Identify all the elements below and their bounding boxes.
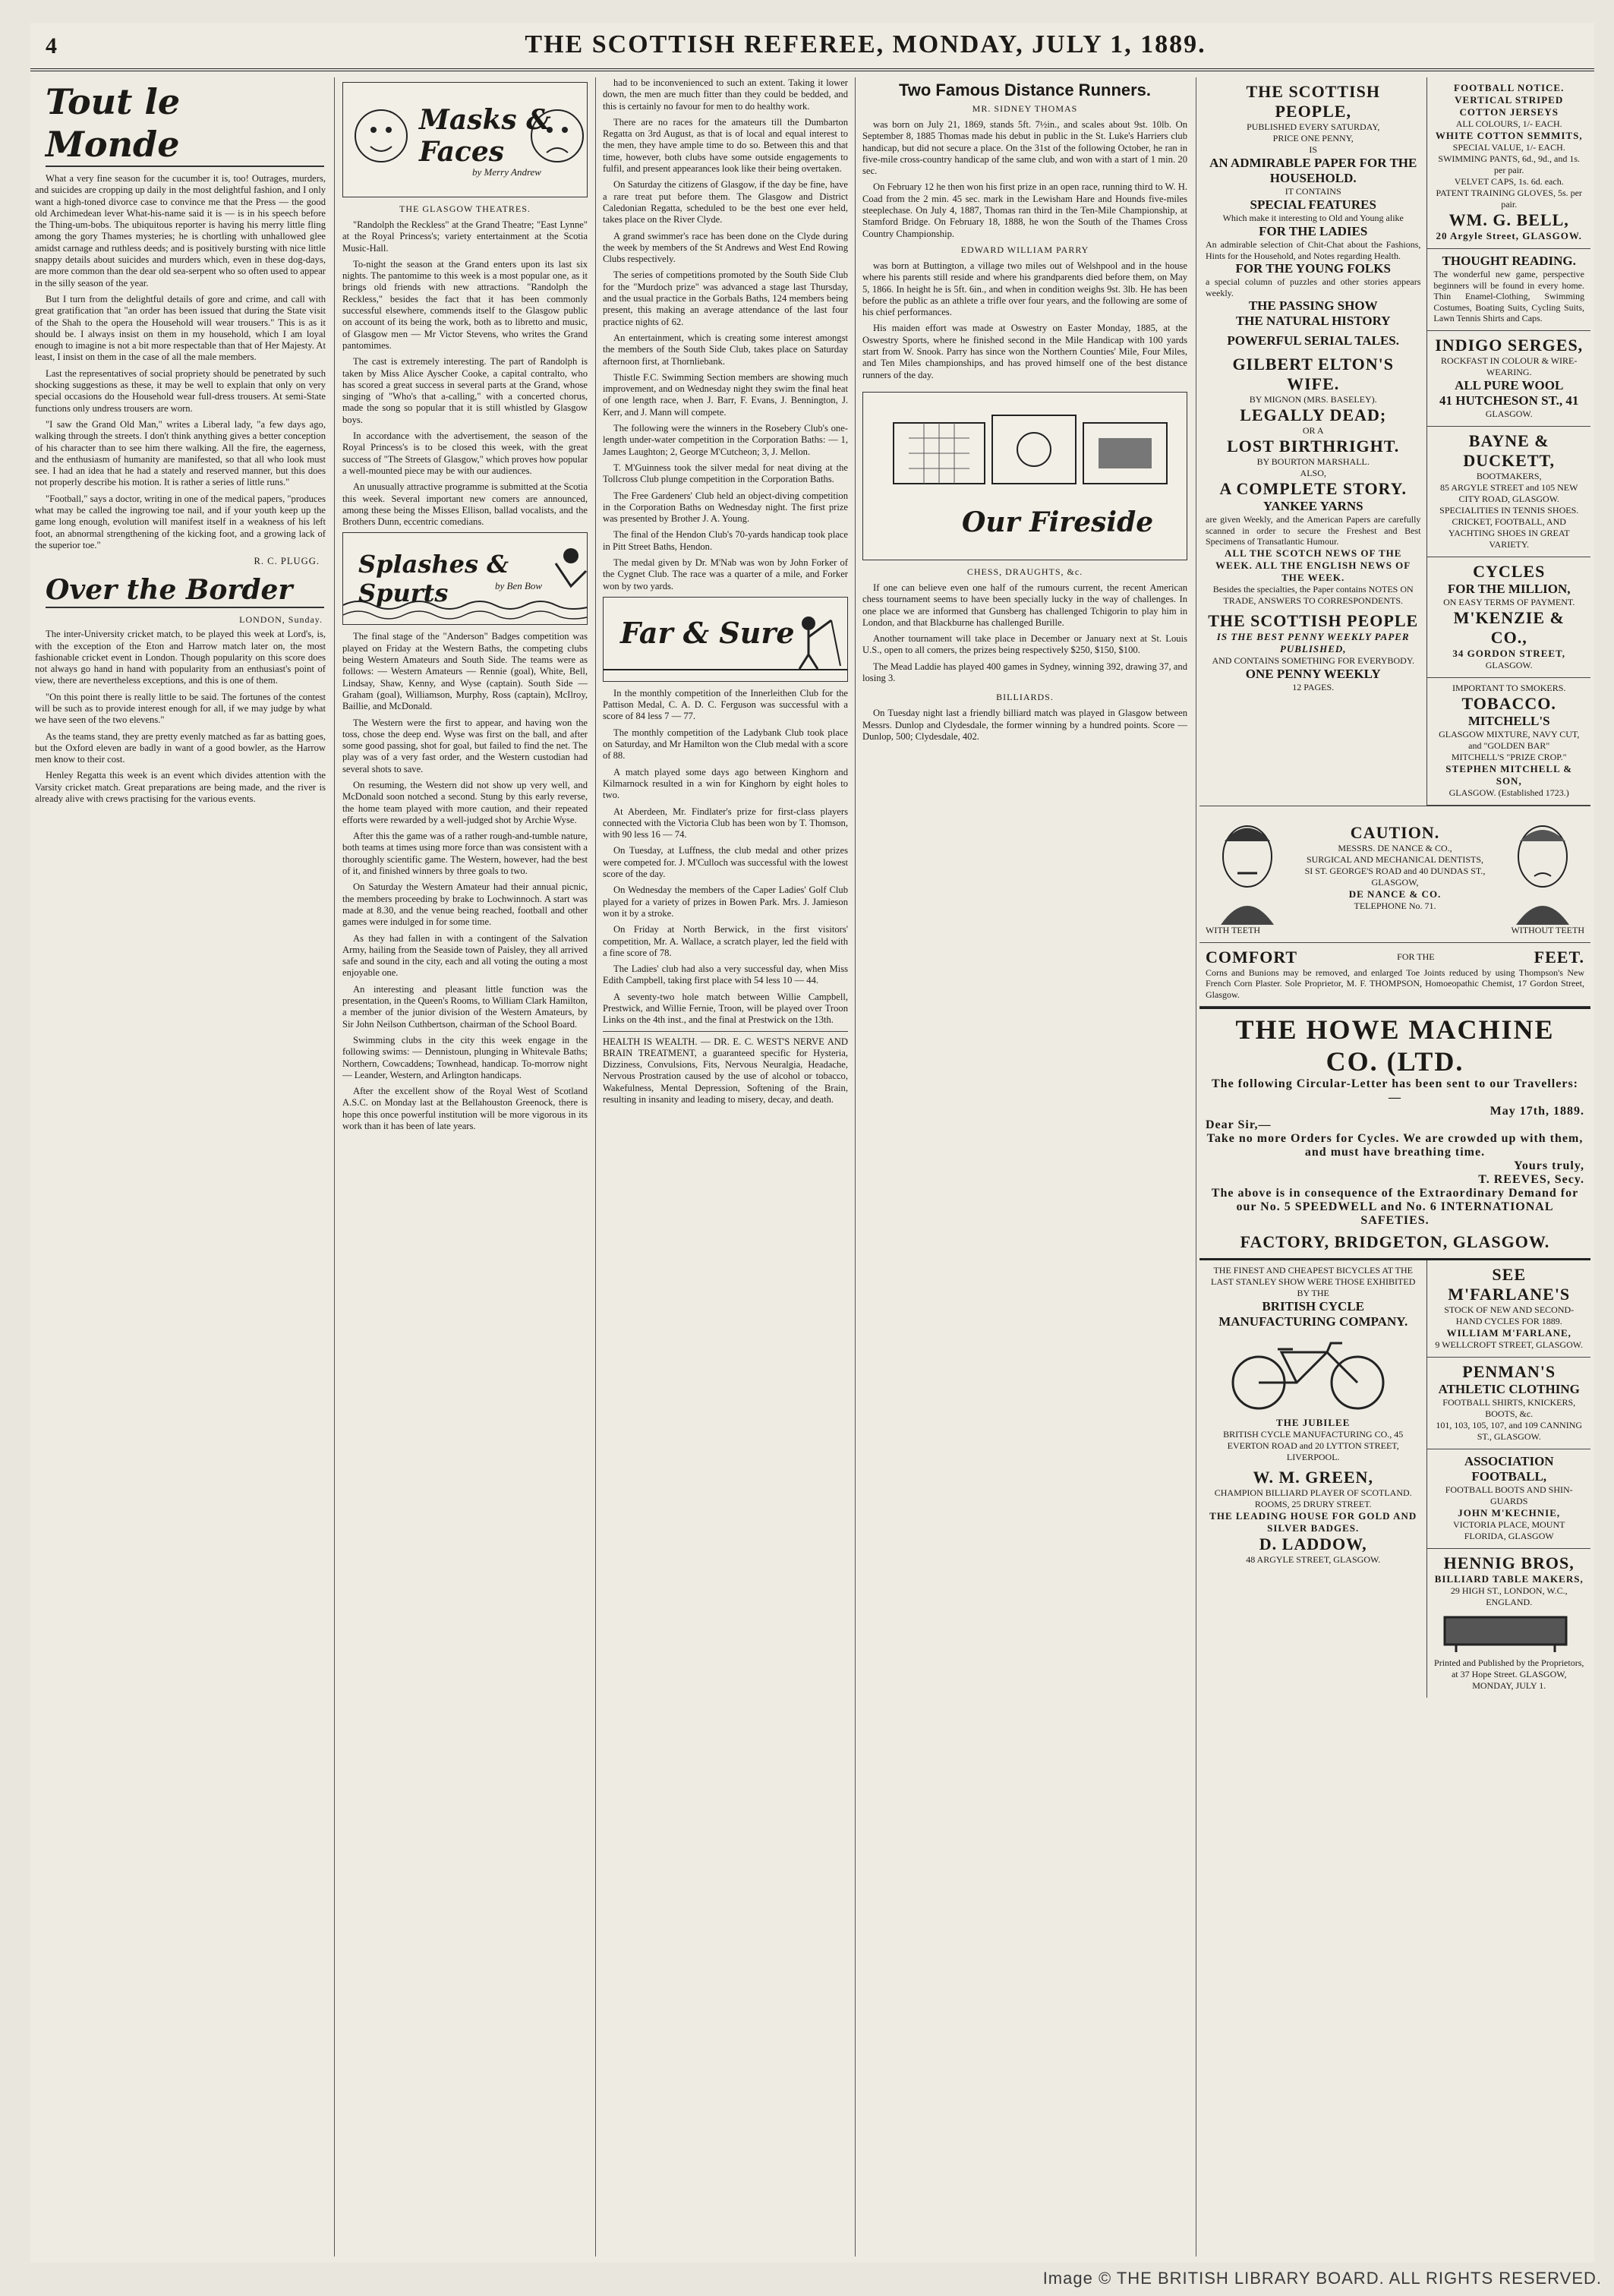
- ad-line: The following Circular-Letter has been sent to our Travellers:—: [1212, 1077, 1578, 1104]
- ad-line: FOOTBALL NOTICE.: [1454, 82, 1565, 93]
- ad-line: THE FINEST AND CHEAPEST BICYCLES AT THE LAST STANLEY SHOW WERE THOSE EXHIBITED BY THE: [1211, 1265, 1416, 1298]
- article-paragraph: After the excellent show of the Royal West of Scotland A.S.C. on Monday last at the Bellahouston Greenock, there is hope this once powerful institution will be more vigorous in its work than it has been of late years.: [342, 1086, 588, 1131]
- masthead-title: THE SCOTTISH REFEREE, MONDAY, JULY 1, 1889.: [525, 30, 1206, 58]
- ad-line: 12 PAGES.: [1292, 681, 1335, 692]
- article-paragraph: was born on July 21, 1869, stands 5ft. 7½in., and scales about 9st. 10lb. On September 8, 1885 Thomas made his debut in public in the St. Luke's Harriers club handicap, but did not secure a place. On the 31st of the following October, he ran in five-mile cross-country handicap of the same club, and won with a start of 1 min. 20 sec.: [862, 119, 1187, 177]
- ad-line: CAUTION.: [1350, 823, 1440, 842]
- ad-line: GLASGOW.: [1485, 659, 1533, 670]
- ad-hennig-bros: [1427, 1549, 1590, 1698]
- sub-heading: THE GLASGOW THEATRES.: [399, 203, 531, 214]
- caption: WITHOUT TEETH: [1511, 924, 1584, 935]
- ad-british-cycle: [1199, 1260, 1427, 1698]
- article-paragraph: On Wednesday the members of the Caper Ladies' Golf Club played for a variety of prizes in Bowen Park. Mrs. J. Jamieson won it by a stroke.: [603, 885, 848, 919]
- ad-line: Yours truly,: [1514, 1159, 1584, 1172]
- article-paragraph: The final stage of the "Anderson" Badges competition was played on Friday at the Western Baths, the competing clubs being Western Amateurs and South Side. The teams were as follows: — Western Amateurs — Rennie (goal), White, Bell, Lindsay, Shaw, Kenny, and Wyse (captain). South Side — Graham (goal), Williamson, Murphy, Ross (captain), McIlroy, Baillie, and McDonald.: [342, 631, 588, 712]
- banner-title: Masks & Faces: [419, 104, 551, 168]
- article-paragraph: On Tuesday night last a friendly billiard match was played in Glasgow between Messrs. Dunlop and Clydesdale, the former winning by a hundred points. Score — Dunlop, 500; Clydesdale, 402.: [862, 708, 1187, 742]
- ad-line: BOOTMAKERS,: [1476, 470, 1542, 481]
- article-paragraph: Last the representatives of social propriety should be penetrated by such shocking suggestions as these, it may be well to explain that only on very special occasions do the Household wear full-dress trousers. At semi-State functions only undress trousers are worn.: [35, 367, 326, 414]
- column-1: [30, 77, 330, 2257]
- article-paragraph: A seventy-two hole match between Willie Campbell, Prestwick, and Willie Fernie, Troon, will be played over Troon Links on the 4th inst., and the final at Prestwick on the 13th.: [603, 991, 848, 1026]
- ad-line: ROCKFAST IN COLOUR & WIRE-WEARING.: [1441, 355, 1578, 377]
- article-paragraph: On February 12 he then won his first prize in an open race, running third to W. H. Coad from the 2 min. 45 sec. mark in the Lewisham Hare and Hounds five-miles steeplechase. On July 4, 1887, Thomas ran third in the Ten-Mile Championship, at Stamford Bridge. On February 18, 1888, he won the South of the Thames Cross Country Championship.: [862, 181, 1187, 239]
- ad-line: ALL COLOURS, 1/- EACH.: [1455, 118, 1562, 129]
- ad-line: IS THE BEST PENNY WEEKLY PAPER PUBLISHED,: [1216, 630, 1410, 654]
- ad-line: STEPHEN MITCHELL & SON,: [1445, 762, 1573, 787]
- ad-line: W. M. GREEN,: [1253, 1468, 1373, 1487]
- sub-heading: EDWARD WILLIAM PARRY: [960, 244, 1089, 255]
- article-paragraph: There are no races for the amateurs till the Dumbarton Regatta on 3rd August, as that is of local and equal interest to the men, they have ample time to do so. Between this and that time, however, both clubs have some outside engagements to fulfil, and present appearances look like their being overtaken.: [603, 116, 848, 175]
- article-paragraph: Thistle F.C. Swimming Section members are showing much improvement, and on Wednesday night they swim the final heat of one length race, when J. Barr, F. Evans, J. Bennington, J. Kerr, and J. Mann will compete.: [603, 371, 848, 418]
- ad-line: JOHN M'KECHNIE,: [1458, 1507, 1561, 1519]
- ad-line: FOR THE YOUNG FOLKS: [1235, 261, 1391, 276]
- ad-line: MITCHELL'S "PRIZE CROP.": [1451, 751, 1567, 762]
- banner-title: Splashes & Spurts: [358, 550, 509, 608]
- ad-line: Printed and Published by the Proprietors, at 37 Hope Street. GLASGOW, MONDAY, JULY 1.: [1434, 1657, 1584, 1691]
- column-rule: [595, 77, 596, 2257]
- column-rule: [334, 77, 335, 2257]
- sub-heading: MR. SIDNEY THOMAS: [972, 103, 1078, 114]
- ad-line: VICTORIA PLACE, MOUNT FLORIDA, GLASGOW: [1452, 1519, 1565, 1541]
- ad-line: Which make it interesting to Old and Young alike: [1222, 213, 1404, 223]
- article-heading: Two Famous Distance Runners.: [898, 80, 1152, 99]
- ad-line: CRICKET, FOOTBALL, AND YACHTING SHOES IN GREAT VARIETY.: [1448, 516, 1570, 550]
- ad-line: GLASGOW.: [1485, 408, 1533, 419]
- banner-byline: by Merry Andrew: [472, 166, 541, 178]
- ad-line: IT CONTAINS: [1285, 186, 1341, 197]
- ad-line: POWERFUL SERIAL TALES.: [1227, 333, 1399, 348]
- ad-line: ATHLETIC CLOTHING: [1438, 1382, 1580, 1396]
- ad-line: OR A: [1302, 425, 1324, 436]
- article-paragraph: An entertainment, which is creating some interest amongst the members of the South Side Club, takes place on Saturday afternoon first, at Thornliebank.: [603, 332, 848, 367]
- ad-line: HENNIG BROS,: [1443, 1553, 1575, 1572]
- article-paragraph: If one can believe even one half of the rumours current, the recent American chess tournament seems to have been specially lucky in the way of challenges. In one place we are informed that Gunsberg has challenged Tchigorin to play him in London, and that Blackburne has challenged Burille.: [862, 582, 1187, 628]
- ad-line: THE NATURAL HISTORY: [1235, 314, 1391, 328]
- ad-caution-dentists: [1199, 806, 1590, 943]
- banner-splashes-and-spurts: [342, 532, 588, 625]
- ad-line: ALSO,: [1300, 468, 1326, 478]
- ad-line: SWIMMING PANTS, 6d., 9d., and 1s. per pair.: [1438, 153, 1580, 175]
- ad-line: a special column of puzzles and other stories appears weekly.: [1206, 276, 1421, 298]
- ad-tobacco-mitchell: [1427, 678, 1590, 806]
- ad-line: MESSRS. DE NANCE & CO.,: [1338, 843, 1452, 853]
- page-number: 4: [46, 33, 57, 58]
- banner-masks-and-faces: [342, 82, 588, 197]
- article-paragraph: The series of competitions promoted by the South Side Club for the "Murdoch prize" was advanced a stage last Thursday, and the usual practice in the Gorbals Baths, 124 members being present, this making an average attendance of the last four practice nights of 62.: [603, 270, 848, 327]
- ad-line: THOUGHT READING.: [1442, 254, 1576, 268]
- article-paragraph: The monthly competition of the Ladybank Club took place on Saturday, and Mr Hamilton won the Club medal with a score of 88.: [603, 727, 848, 762]
- ad-line: Take no more Orders for Cycles. We are crowded up with them, and must have breathing time.: [1206, 1132, 1584, 1159]
- article-paragraph: An unusually attractive programme is submitted at the Scotia this week. Several important new comers are announced, among these being the Misses Ellison, ballad vocalists, and the Brothers Dunn, eccentric comedians.: [342, 481, 588, 528]
- ad-title: THE SCOTTISH PEOPLE,: [1246, 82, 1380, 121]
- article-paragraph: The inter-University cricket match, to be played this week at Lord's, is, with the exception of the Eton and Harrow match later on, the most fashionable cricket event in London. Though popularity on this score does not always go hand in hand with popularity from an enthusiast's point of view, there are nevertheless exceptions, and this is one of them.: [35, 629, 326, 686]
- ad-line: The above is in consequence of the Extraordinary Demand for our No. 5 SPEEDWELL and No. 6 INTERNATIONAL SAFETIES.: [1211, 1187, 1579, 1227]
- ad-indigo-serges: [1427, 331, 1590, 427]
- article-paragraph: On Friday at North Berwick, in the first visitors' competition, Mr. A. Wallace, a scratch player, led the field with a fine score of 78.: [603, 924, 848, 958]
- article-paragraph: The Mead Laddie has played 400 games in Sydney, winning 392, drawing 37, and losing 3.: [862, 661, 1187, 684]
- article-paragraph: "I saw the Grand Old Man," writes a Liberal lady, "a few days ago, walking through the streets. I don't think anything gives a better conception of his character than to see him there walking. All the fire, the eagerness, and the enthusiasm of humanity are manifested, so that all who look must see. I had an idea that he had a stately and reserved manner, but this does not properly describe his motion. It is rather a series of little runs.": [35, 418, 326, 488]
- ad-line: BILLIARD TABLE MAKERS,: [1434, 1573, 1584, 1585]
- article-paragraph: The cast is extremely interesting. The part of Randolph is taken by Miss Alice Ayscher Cooke, a capital contralto, who has scored a great success in several parts at the Grand, whose singing of "Who's that a-calling," with a concerted chorus, made the song so popular that it is still whistled by Glasgow boys.: [342, 356, 588, 425]
- ad-line: 34 GORDON STREET,: [1452, 647, 1565, 659]
- ad-thought-reading: [1427, 249, 1590, 331]
- article-paragraph: In accordance with the advertisement, the season of the Royal Princess's is to be closed this week, with the great success of "The Streets of Glasgow," which proves how popular a well-mounted piece may be with our audiences.: [342, 430, 588, 476]
- portrait-without-teeth: [1501, 811, 1584, 925]
- ad-penman: [1427, 1358, 1590, 1449]
- ad-line: PUBLISHED EVERY SATURDAY,: [1247, 121, 1380, 132]
- article-paragraph: "Randolph the Reckless" at the Grand Theatre; "East Lynne" at the Royal Princess's; variety entertainment at the Scotia Music-Hall.: [342, 219, 588, 254]
- ad-line: Besides the specialties, the Paper contains NOTES ON TRADE, ANSWERS TO CORRESPONDENTS.: [1212, 583, 1414, 606]
- article-paragraph: At Aberdeen, Mr. Findlater's prize for first-class players connected with the Victoria Club has been won by T. Thomson, with 90 less 16 — 74.: [603, 806, 848, 840]
- ad-line: ON EASY TERMS OF PAYMENT.: [1443, 596, 1575, 607]
- ad-wm-bell: [1427, 77, 1590, 249]
- ad-line: SEE M'FARLANE'S: [1448, 1265, 1571, 1304]
- banner-byline: by Ben Bow: [495, 580, 543, 592]
- ad-line: WHITE COTTON SEMMITS,: [1435, 130, 1583, 141]
- ad-line: TOBACCO.: [1461, 693, 1556, 713]
- column-4: [858, 77, 1192, 2257]
- ad-line: VELVET CAPS, 1s. 6d. each.: [1454, 176, 1564, 187]
- article-paragraph: On Tuesday, at Luffness, the club medal and other prizes were competed for. J. M'Culloch was successful with the lowest score of the day.: [603, 845, 848, 880]
- ad-line: THE PASSING SHOW: [1248, 298, 1378, 313]
- article-paragraph: was born at Buttington, a village two miles out of Welshpool and in the house where his parents still reside and where his grandparents died before them, on May 5, 1866. In height he is 5ft. 6in., and when in condition weighs 9st. 3lb. He has been before the public as an athlete a trifle over four years, and the following are some of his chief performances.: [862, 260, 1187, 318]
- article-paragraph: What a very fine season for the cucumber it is, too! Outrages, murders, and suicides are cropping up daily in the most delightful fashion, and I only want a high-toned divorce case to convince me that the Press — the good old Archimedean lever What-his-name said it is — is in his speech before the Thing-um-bobs. The ubiquitous reporter is having his merry little fling among the gory Thames mysteries; he is chortling with unhallowed glee amidst carnage and ruthless deeds; and is positively bursting with nice little snappy details about suicides and murders which, even in these dog-days, are more common than the dear old sea-serpent who so often used to appear in the silly season of the year.: [35, 173, 326, 289]
- ad-line: FOR THE MILLION,: [1447, 581, 1571, 596]
- ad-title: THE HOWE MACHINE CO. (LTD.: [1235, 1014, 1555, 1077]
- ad-line: CHAMPION BILLIARD PLAYER OF SCOTLAND.: [1214, 1487, 1412, 1498]
- ad-line: FOR THE LADIES: [1259, 224, 1368, 238]
- ad-line: INDIGO SERGES,: [1435, 335, 1584, 355]
- article-paragraph: In the monthly competition of the Innerleithen Club for the Pattison Medal, C. A. D. C. Ferguson was successful with a score of 84 less 7 — 77.: [603, 687, 848, 722]
- ad-line: VERTICAL STRIPED COTTON JERSEYS: [1455, 94, 1564, 118]
- ad-line: 20 Argyle Street, GLASGOW.: [1436, 230, 1582, 241]
- ad-line: 9 WELLCROFT STREET, GLASGOW.: [1435, 1339, 1583, 1350]
- article-paragraph: The final of the Hendon Club's 70-yards handicap took place in Pitt Street Baths, Hendon.: [603, 529, 848, 552]
- article-paragraph: The medal given by Dr. M'Nab was won by John Forker of the Cygnet Club. The race was a quarter of a mile, and Forker won by two yards.: [603, 557, 848, 591]
- ad-line: WILLIAM M'FARLANE,: [1446, 1327, 1571, 1339]
- ad-line: SPECIALITIES IN TENNIS SHOES.: [1439, 504, 1579, 516]
- ad-line: are given Weekly, and the American Papers are carefully scanned in order to secure the Freshest and Best Specimens of Transatlantic Humour.: [1206, 514, 1421, 547]
- ad-line: BAYNE & DUCKETT,: [1463, 430, 1556, 470]
- ad-line: FOOTBALL BOOTS AND SHIN-GUARDS: [1445, 1484, 1573, 1506]
- ad-line: FACTORY, BRIDGETON, GLASGOW.: [1240, 1232, 1550, 1251]
- ad-howe-machine: [1199, 1007, 1590, 1260]
- article-paragraph: As the teams stand, they are pretty evenly matched as far as batting goes, but the Oxford eleven are badly in want of a good bowler, as the Harrow men know to their cost.: [35, 730, 326, 765]
- article-paragraph: A grand swimmer's race has been done on the Clyde during the week by members of the St Andrews and West End Rowing Clubs respectively.: [603, 230, 848, 265]
- ad-line: SI ST. GEORGE'S ROAD and 40 DUNDAS ST., GLASGOW,: [1304, 866, 1486, 888]
- ad-comfort-feet: [1199, 943, 1590, 1008]
- ad-line: PENMAN'S: [1462, 1362, 1556, 1381]
- ad-line: T. REEVES, Secy.: [1478, 1173, 1584, 1186]
- ad-line: YANKEE YARNS: [1263, 499, 1363, 513]
- ad-line: AND CONTAINS SOMETHING FOR EVERYBODY.: [1212, 654, 1414, 666]
- ad-line: 48 ARGYLE STREET, GLASGOW.: [1246, 1554, 1381, 1565]
- ad-line: 29 HIGH ST., LONDON, W.C., ENGLAND.: [1450, 1585, 1568, 1607]
- column-3: [598, 77, 853, 2257]
- ad-line: AN ADMIRABLE PAPER FOR THE HOUSEHOLD.: [1209, 156, 1417, 185]
- article-paragraph: On resuming, the Western did not show up very well, and McDonald soon notched a second. Stung by this early reverse, the home team played with more caution, and their repeated efforts were rewarded by a well-judged shot by Archie Wyse.: [342, 779, 588, 825]
- ad-line: LEGALLY DEAD;: [1240, 405, 1387, 424]
- ad-line: Dear Sir,—: [1206, 1118, 1272, 1131]
- banner-title: Far & Sure: [620, 615, 795, 650]
- ad-line: SPECIAL FEATURES: [1250, 197, 1376, 212]
- portrait-with-teeth: [1206, 811, 1289, 925]
- section-heading-over-the-border: Over the Border: [46, 573, 324, 608]
- article-paragraph: To-night the season at the Grand enters upon its last six nights. The pantomime to this week is a most popular one, as it brings old friends with new attractions. "Randolph the Reckless," besides the fact that it has been commonly successful elsewhere, commends itself to the Glasgow public on account of its being the work, both as to libretto and music, of Glasgow men — Mr Victor Stevens, who writes the Grand pantomimes.: [342, 258, 588, 351]
- ad-line: THE SCOTTISH PEOPLE: [1208, 610, 1419, 630]
- ad-line: DE NANCE & CO.: [1348, 888, 1442, 900]
- copyright-footer: Image © THE BRITISH LIBRARY BOARD. ALL RIGHTS RESERVED.: [1042, 2269, 1602, 2288]
- article-paragraph: After this the game was of a rather rough-and-tumble nature, both teams at times using more force than was consistent with a thoroughly scientific game. The Western, however, had the best of it, and finished winners by three goals to two.: [342, 831, 588, 877]
- ad-line: FOOTBALL SHIRTS, KNICKERS, BOOTS, &c.: [1442, 1397, 1576, 1419]
- ad-line: BRITISH CYCLE MANUFACTURING COMPANY.: [1218, 1299, 1408, 1329]
- article-paragraph: had to be inconvenienced to such an extent. Taking it lower down, the men are much fitter than they could be bedded, and this is certainly no favour for men to do healthy work.: [603, 77, 848, 112]
- ad-line: An admirable selection of Chit-Chat about the Fashions, Hints for the Household, and Notes regarding Health.: [1206, 239, 1421, 261]
- article-paragraph: The Western were the first to appear, and having won the toss, chose the deep end. Wyse was first on the ball, and after some good passing, shot for goal, but failed to find the net. The play was of a very fast order, and the Western custodian had several shots to save.: [342, 717, 588, 774]
- ad-line: LOST BIRTHRIGHT.: [1227, 437, 1400, 456]
- article-paragraph: Another tournament will take place in December or January next at St. Louis U.S., open to all comers, the prizes being respectively $250, $150, $100.: [862, 633, 1187, 656]
- ad-line: WM. G. BELL,: [1449, 210, 1569, 229]
- ad-line: 101, 103, 105, 107, and 109 CANNING ST., GLASGOW.: [1436, 1420, 1583, 1442]
- billiard-table-illustration: [1433, 1608, 1578, 1654]
- article-signature: R. C. PLUGG.: [254, 556, 320, 567]
- ad-line: 85 ARGYLE STREET and 105 NEW CITY ROAD, GLASGOW.: [1439, 481, 1578, 504]
- ad-line: 41 HUTCHESON ST., 41: [1439, 393, 1579, 408]
- ad-line: FOR THE: [1397, 951, 1435, 962]
- banner-far-and-sure: [603, 597, 848, 682]
- article-paragraph: Henley Regatta this week is an event which divides attention with the Varsity cricket match. Great preparations are being made, and the river is already alive with crews practising for the various events.: [35, 770, 326, 805]
- ad-line: A COMPLETE STORY.: [1219, 479, 1408, 498]
- column-2: [338, 77, 592, 2257]
- ad-line: GLASGOW MIXTURE, NAVY CUT, and "GOLDEN BAR": [1439, 728, 1580, 751]
- ad-cycles-mckenzie: [1427, 557, 1590, 678]
- ad-line: THE JUBILEE: [1276, 1417, 1351, 1428]
- bicycle-illustration: [1206, 1329, 1418, 1413]
- ad-line: ASSOCIATION FOOTBALL,: [1464, 1454, 1554, 1484]
- article-paragraph: T. M'Guinness took the silver medal for neat diving at the Tollcross Club plunge competition in the Corporation Baths.: [603, 462, 848, 485]
- ad-line: STOCK OF NEW AND SECOND-HAND CYCLES FOR 1889.: [1444, 1304, 1575, 1326]
- article-paragraph: As they had fallen in with a contingent of the Salvation Army, hailing from the Seaside town of Paisley, they all arrived safe and sound in the city, each and all voting the outing a most enjoyable one.: [342, 932, 588, 979]
- article-paragraph: On Saturday the Western Amateur had their annual picnic, the members proceeding by brake to Lochwinnoch. A start was made at 8.30, and the venue being reached, football and other games were indulged in for some time.: [342, 882, 588, 928]
- ad-line: BY BOURTON MARSHALL.: [1256, 456, 1370, 467]
- ad-line: ROOMS, 25 DRURY STREET.: [1254, 1499, 1372, 1509]
- ad-line: PATENT TRAINING GLOVES, 5s. per pair.: [1436, 188, 1582, 210]
- ad-line: M'KENZIE & CO.,: [1453, 607, 1565, 647]
- ad-line: GLASGOW. (Established 1723.): [1449, 787, 1569, 798]
- ad-line: CYCLES: [1473, 561, 1546, 581]
- ad-line: Corns and Bunions may be removed, and enlarged Toe Joints reduced by using Thompson's New French Corn Plaster. Sole Proprietor, M. F. THOMPSON, Homoeopathic Chemist, 17 Gordon Street, Glasgow.: [1206, 967, 1584, 1000]
- article-paragraph: Swimming clubs in the city this week engage in the following swims: — Dennistoun, plunging in Whitevale Baths; Northern, Cowcaddens; Townhead, handicap. To-morrow night — Leander, Western, and Arlington handicaps.: [342, 1034, 588, 1080]
- ad-line: SURGICAL AND MECHANICAL DENTISTS,: [1306, 854, 1484, 865]
- ad-line: THE LEADING HOUSE FOR GOLD AND SILVER BADGES.: [1209, 1510, 1417, 1534]
- sub-heading: BILLIARDS.: [996, 692, 1054, 703]
- article-paragraph: But I turn from the delightful details of gore and crime, and call with great gratification that "an order has been issued that during the State visit of the Shah to the opera the Household will wear trousers." This is as it should be. I always insist on them in my household, which I am loyal enough to imagine is not a bit more respectable than that of Her Majesty. At least, I insist on them in the case of all the male members.: [35, 293, 326, 363]
- article-paragraph: A match played some days ago between Kinghorn and Kilmarnock resulted in a win for Kinghorn by eight holes to two.: [603, 766, 848, 801]
- ad-line: TELEPHONE No. 71.: [1354, 900, 1436, 911]
- column-5-advertisements: [1199, 77, 1590, 2257]
- ad-line: ALL PURE WOOL: [1455, 377, 1564, 393]
- column-rule: [855, 77, 856, 2257]
- article-paragraph: The Free Gardeners' Club held an object-diving competition in the Corporation Baths on Wednesday night. The first prize was presented by Brother J. A. Young.: [603, 490, 848, 525]
- ad-scottish-people: [1199, 77, 1427, 806]
- ad-line: D. LADDOW,: [1259, 1534, 1367, 1553]
- dateline: LONDON, Sunday.: [239, 614, 323, 626]
- ad-line: GILBERT ELTON'S WIFE.: [1232, 355, 1394, 393]
- newspaper-page: [30, 23, 1594, 2263]
- ad-line: The wonderful new game, perspective beginners will be found in every home. Thin Enamel-Clothing, Swimming Costumes, Boating Suits, Cycling Suits, Lawn Tennis Shirts and Caps.: [1433, 269, 1584, 323]
- article-paragraph: The Ladies' club had also a very successful day, when Miss Edith Campbell, taking first place with 54 less 10 — 44.: [603, 964, 848, 986]
- ad-line: IS: [1309, 144, 1318, 155]
- ad-line: May 17th, 1889.: [1489, 1105, 1584, 1118]
- article-paragraph: His maiden effort was made at Oswestry on Easter Monday, 1885, at the Oswestry Sports, where he finished second in the Mile Handicap with 100 yards start from W. Snook. Parry has since won the Northern Counties' Mile, Four Miles, and Ten Miles championships, and has proved himself one of the best distance runners of the day.: [862, 323, 1187, 380]
- masthead: [30, 23, 1594, 71]
- article-paragraph: "Football," says a doctor, writing in one of the medical papers, "produces what may be called the ingrowing toe nail, and if your youth keep up the game long enough, evolution will manifest itself in a weakness of his left foot, an abnormal strengthening of the kicking foot, and a growing lack of the superior toe.": [35, 493, 326, 550]
- right-ad-stack: [1427, 77, 1590, 806]
- ad-association-football: [1427, 1449, 1590, 1549]
- ad-line: COMFORT: [1206, 947, 1298, 967]
- advertisement-health: HEALTH IS WEALTH. — DR. E. C. WEST'S NERVE AND BRAIN TREATMENT, a guaranteed specific for Hysteria, Dizziness, Convulsions, Fits, Nervous Neuralgia, Headache, Nervous Prostration caused by the use of alcohol or tobacco, Wakefulness, Mental Depression, Softening of the Brain, resulting in insanity and leading to misery, decay, and death.: [603, 1031, 848, 1106]
- ad-line: FEET.: [1534, 947, 1584, 967]
- ad-mcfarlane: [1427, 1260, 1590, 1358]
- article-paragraph: "On this point there is really little to be said. The fortunes of the contest will be such as to provide interest enough for all, if we may judge by what we have seen of the two elevens.": [35, 691, 326, 726]
- article-paragraph: An interesting and pleasant little function was the presentation, in the Queen's Rooms, to William Clark Hamilton, a member of the junior division of the Western Amateurs, by Sir John Neilson Cuthbertson, chairman of the School Board.: [342, 983, 588, 1030]
- ad-line: ONE PENNY WEEKLY: [1245, 666, 1381, 681]
- ad-line: PRICE ONE PENNY,: [1272, 133, 1354, 144]
- ad-line: MITCHELL'S: [1467, 713, 1550, 728]
- banner-our-fireside: [862, 392, 1187, 560]
- ad-line: BRITISH CYCLE MANUFACTURING CO., 45 EVERTON ROAD and 20 LYTTON STREET, LIVERPOOL.: [1223, 1429, 1404, 1462]
- right-ad-stack-2: [1427, 1260, 1590, 1698]
- ad-bayne-duckett: [1427, 427, 1590, 557]
- article-paragraph: On Saturday the citizens of Glasgow, if the day be fine, have a rare treat put before them. The Glasgow and District Caledonian Regatta, scheduled to be the best one ever held, takes place on the River Clyde.: [603, 179, 848, 226]
- caption: WITH TEETH: [1206, 924, 1261, 935]
- article-paragraph: The following were the winners in the Rosebery Club's one-length under-water competition in the Corporation Baths: — 1, James Laughton; 2, George M'Cutcheon; 3, J. Mellon.: [603, 423, 848, 457]
- banner-title: Our Fireside: [962, 506, 1154, 538]
- ad-line: IMPORTANT TO SMOKERS.: [1452, 682, 1566, 693]
- section-heading-tout-le-monde: Tout le Monde: [46, 80, 324, 167]
- ad-line: ALL THE SCOTCH NEWS OF THE WEEK. ALL THE ENGLISH NEWS OF THE WEEK.: [1215, 547, 1411, 583]
- sub-heading: CHESS, DRAUGHTS, &c.: [966, 566, 1083, 577]
- ad-line: BY MIGNON (MRS. BASELEY).: [1249, 394, 1377, 405]
- ad-line: SPECIAL VALUE, 1/- EACH.: [1452, 142, 1565, 153]
